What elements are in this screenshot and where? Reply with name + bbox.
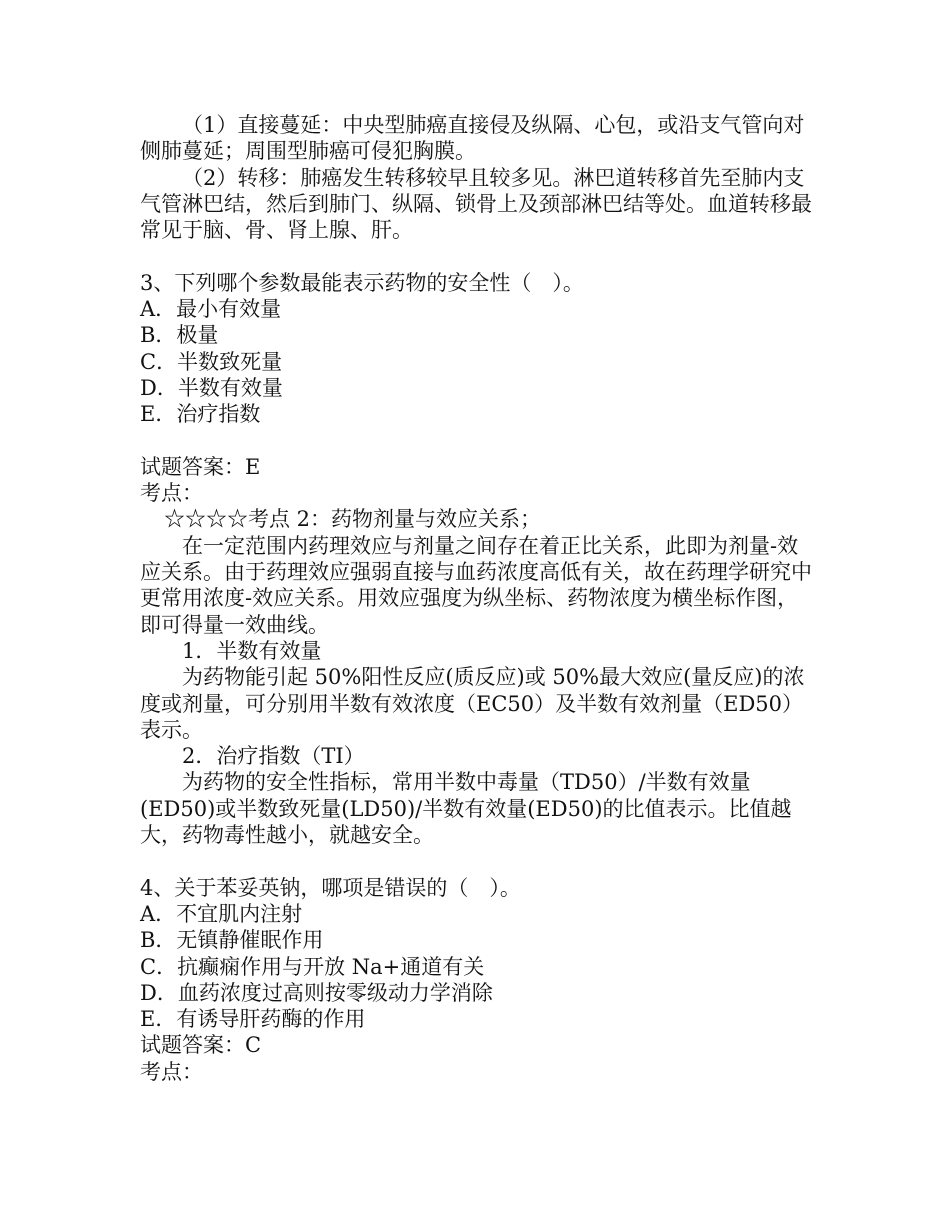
intro-paragraph-2: （2）转移：肺癌发生转移较早且较多见。淋巴道转移首先至肺内支气管淋巴结，然后到肺门、纵隔、锁骨上及颈部淋巴结等处。血道转移最常见于脑、骨、肾上腺、肝。 <box>140 165 812 243</box>
q3-subsection-2-text: 为药物的安全性指标，常用半数中毒量（TD50）/半数有效量(ED50)或半数致死量(LD50)/半数有效量(ED50)的比值表示。比值越大，药物毒性越小，就越安全。 <box>140 770 792 848</box>
q3-answer: 试题答案：E <box>140 454 261 479</box>
spacer <box>140 848 816 874</box>
q3-option-a: A．最小有效量 <box>140 297 282 322</box>
q3-subsection-1-text: 为药物能引起 50%阳性反应(质反应)或 50%最大效应(量反应)的浓度或剂量，可分别用半数有效浓度（EC50）及半数有效剂量（ED50）表示。 <box>140 665 805 742</box>
spacer <box>140 243 816 269</box>
q4-option-a: A．不宜肌内注射 <box>140 901 303 926</box>
question-3: 3、下列哪个参数最能表示药物的安全性（ ）。 <box>140 270 584 295</box>
q3-option-e: E．治疗指数 <box>140 402 261 427</box>
q3-kaodian-paragraph: 在一定范围内药理效应与剂量之间存在着正比关系，此即为剂量-效应关系。由于药理效应强弱直接与血药浓度高低有关，故在药理学研究中更常用浓度-效应关系。用效应强度为纵坐标、药物浓度为横坐标作图，即可得量一效曲线。 <box>140 533 812 637</box>
q4-option-e: E．有诱导肝药酶的作用 <box>140 1007 366 1032</box>
q3-kaodian-label: 考点： <box>140 481 203 506</box>
document-page <box>140 112 816 1085</box>
intro-paragraph-1: （1）直接蔓延：中央型肺癌直接侵及纵隔、心包，或沿支气管向对侧肺蔓延；周围型肺癌可侵犯胸膜。 <box>140 113 805 164</box>
q3-subsection-2-title: 2．治疗指数（TI） <box>182 744 365 769</box>
q3-kaodian-title: ☆☆☆☆考点 2：药物剂量与效应关系； <box>164 507 542 532</box>
q4-option-d: D．血药浓度过高则按零级动力学消除 <box>140 980 493 1005</box>
q3-subsection-1-title: 1．半数有效量 <box>182 638 322 663</box>
q4-kaodian-label: 考点： <box>140 1059 203 1084</box>
q3-option-b: B．极量 <box>140 323 219 348</box>
question-4: 4、关于苯妥英钠，哪项是错误的（ ）。 <box>140 875 521 900</box>
q4-option-c: C．抗癫痫作用与开放 Na+通道有关 <box>140 954 485 979</box>
q3-option-c: C．半数致死量 <box>140 349 283 374</box>
q4-answer: 试题答案：C <box>140 1033 262 1058</box>
q3-option-d: D．半数有效量 <box>140 375 283 400</box>
q4-option-b: B．无镇静催眠作用 <box>140 928 324 953</box>
spacer <box>140 428 816 454</box>
